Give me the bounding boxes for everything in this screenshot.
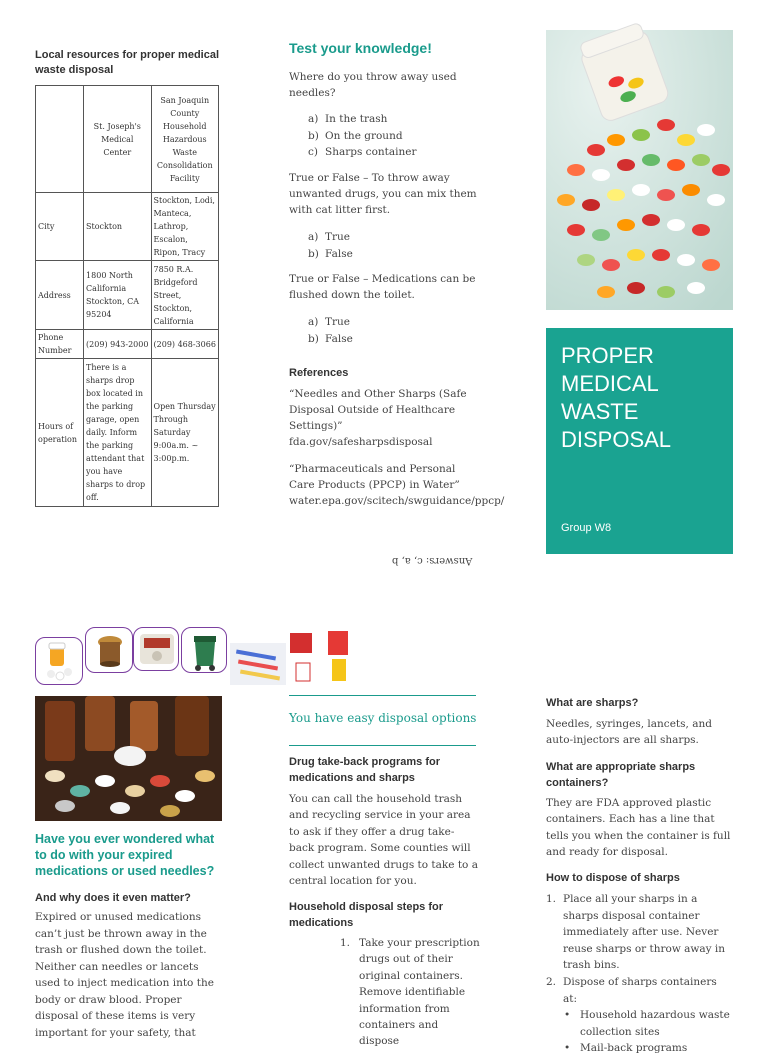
divider [289,695,476,696]
table-row [36,330,219,359]
option-letter: c) [308,146,318,158]
table-header-san-joaquin: San Joaquin County Household Hazardous Waste Consolidation Facility [151,86,218,193]
syringes-icon [230,643,286,685]
list-item [546,1007,731,1040]
table-cell: 1800 North California Stockton, CA 95204 [84,261,151,330]
cover-group-label: Group W8 [561,522,612,534]
step-text: Place all your sharps in a sharps disposal container immediately after use. Never reuse sharps or throw away in trash bins. [563,893,726,972]
takeback-title: Drug take-back programs for medications and sharps [289,756,440,784]
table-cell: Open Thursday Through Saturday 9:00a.m. ~ 3:00p.m. [151,359,218,507]
option-text: True [325,231,350,243]
references-title: References [289,367,349,379]
table-cell: 7850 R.A. Bridgeford Street, Stockton, California [151,261,218,330]
intro-subheading: And why does it even matter? [35,892,191,904]
table-cell: Stockton, Lodi, Manteca, Lathrop, Escalon, Ripon, Tracy [151,193,218,261]
option-letter: a) [308,316,319,328]
drug-disposal-bag-icon [133,627,179,671]
table-cell: Stockton [84,193,151,261]
option-letter: a) [308,113,319,125]
quiz-option [308,331,478,348]
what-are-sharps-title: What are sharps? [546,697,639,709]
option-text: False [325,332,353,345]
quiz-option [308,314,478,331]
takeback-body: You can call the household trash and recycling service in your area to ask if they offer a drug take-back program. Some counties will collect unwanted drugs to take to a central location for you. [289,793,478,888]
table-cell: There is a sharps drop box located in the parking garage, open daily. Inform the parking attendant that you have sharps to drop off. [84,359,151,507]
medications-image [35,696,222,821]
quiz-question-2: True or False – To throw away unwanted drugs, you can mix them with cat litter first. [289,172,477,216]
sharps-containers-icon [288,629,352,687]
options-heading: You have easy disposal options [289,711,477,725]
reference-2: “Pharmaceuticals and Personal Care Products (PPCP) in Water” water.epa.gov/scitech/swguidance/ppcp/ [289,463,505,507]
table-row [36,193,219,261]
option-text: True [325,316,350,328]
table-cell: (209) 468-3066 [151,330,218,359]
quiz-title: Test your knowledge! [289,40,432,56]
cover-panel [546,328,733,554]
sharps-containers-body: They are FDA approved plastic containers. Each has a line that tells you when the container is full and ready for disposal. [546,797,731,859]
option-letter: b) [308,247,319,260]
bullet-text: Mail-back programs [580,1042,688,1055]
step-number: 1. [546,893,557,905]
resources-title: Local resources for proper medical waste disposal [35,49,220,76]
option-letter: b) [308,129,319,142]
table-cell-label: Phone Number [36,330,84,359]
divider [289,745,476,746]
option-text: False [325,247,353,260]
table-cell: (209) 943-2000 [84,330,151,359]
step-number: 1. [340,937,351,949]
quiz-option [308,144,478,161]
how-to-dispose-title: How to dispose of sharps [546,872,680,884]
pills-photo [546,30,733,310]
bullet-icon: • [564,1042,571,1055]
medications-photo [35,696,222,821]
list-item [546,1040,731,1057]
table-cell-label: Address [36,261,84,330]
table-cell [36,86,84,193]
sharps-steps-list [546,891,731,1057]
quiz-options-1 [308,111,478,161]
table-row [36,359,219,507]
list-item [340,935,480,1050]
step-text: Take your prescription drugs out of their original containers. Remove identifiable information from containers and dispose [359,937,480,1048]
option-letter: b) [308,332,319,345]
resources-table [35,85,219,507]
option-letter: a) [308,231,319,243]
quiz-options-3 [308,314,478,347]
what-are-sharps-body: Needles, syringes, lancets, and auto-injectors are all sharps. [546,718,712,747]
reference-1: “Needles and Other Sharps (Safe Disposal Outside of Healthcare Settings)” fda.gov/safesharpsdisposal [289,388,467,448]
table-row [36,261,219,330]
list-item [546,891,731,974]
household-steps-list [340,935,480,1050]
cover-title: PROPER MEDICAL WASTE DISPOSAL [561,343,672,452]
household-title: Household disposal steps for medications [289,901,444,929]
sharps-containers-title: What are appropriate sharps containers? [546,761,696,789]
quiz-option [308,111,478,128]
pills-image [546,30,733,310]
answers-upside-down: Answers: c, a, b [392,555,473,566]
table-header-row [36,86,219,193]
quiz-options-2 [308,229,478,262]
table-cell-label: City [36,193,84,261]
step-number: 2. [546,975,557,988]
table-cell-label: Hours of operation [36,359,84,507]
bullet-icon: • [564,1009,571,1022]
medication-cup-icon [85,627,133,673]
option-text: In the trash [325,113,388,125]
trash-bin-icon [181,627,227,673]
quiz-option [308,229,478,246]
intro-body: Expired or unused medications can’t just be thrown away in the trash or flushed down the toilet. Neither can needles or lancets used to inject medication into the body or draw blood. Proper disposal of these items is very important for your safety, that [35,911,214,1039]
option-text: Sharps container [325,146,417,158]
quiz-option [308,246,478,263]
intro-heading: Have you ever wondered what to do with your expired medications or used needles? [35,832,215,878]
step-text: Dispose of sharps containers at: [563,975,717,1005]
quiz-option [308,128,478,145]
pills-bottle-icon [35,637,83,685]
quiz-question-3: True or False – Medications can be flushed down the toilet. [289,273,476,301]
bullet-text: Household hazardous waste collection sites [580,1009,730,1038]
table-header-st-josephs: St. Joseph's Medical Center [84,86,151,193]
quiz-question-1: Where do you throw away used needles? [289,71,457,99]
list-item [546,974,731,1007]
option-text: On the ground [325,129,403,142]
